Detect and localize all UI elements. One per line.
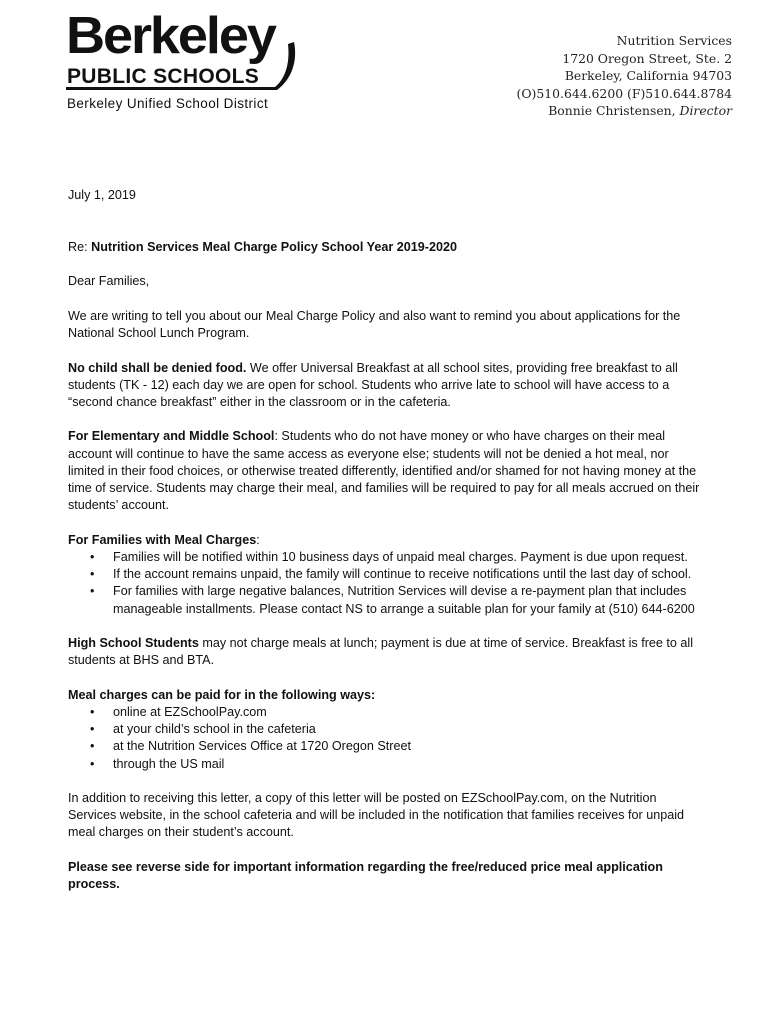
- intro-paragraph: We are writing to tell you about our Meal Charge Policy and also want to remind you about applications for the National School Lunch Program.: [68, 308, 681, 340]
- elementary-paragraph: [68, 428, 708, 514]
- list-item: • through the US mail: [113, 756, 708, 773]
- district-logo: [66, 7, 306, 116]
- salutation: Dear Families,: [68, 274, 150, 289]
- high-school-paragraph: [68, 635, 708, 669]
- subject-text: Nutrition Services Meal Charge Policy School Year 2019-2020: [91, 239, 457, 254]
- street-address: 1720 Oregon Street, Ste. 2: [562, 50, 732, 66]
- list-item: • online at EZSchoolPay.com: [113, 704, 708, 721]
- department-name: Nutrition Services: [616, 33, 732, 48]
- elementary-heading: For Elementary and Middle School: [68, 429, 275, 444]
- breakfast-text: We offer Universal Breakfast at all school sites, providing free breakfast to all students (TK - 12) each day we are open for school. Students who arrive late to school will have access to a “second chance breakfast” either in the classroom or in the cafeteria.: [68, 360, 678, 409]
- list-item: • at the Nutrition Services Office at 1720 Oregon Street: [113, 738, 708, 755]
- families-heading-line: [68, 532, 708, 549]
- letter-date: July 1, 2019: [68, 188, 136, 202]
- breakfast-heading: No child shall be denied food.: [68, 360, 247, 375]
- director-title: Director: [679, 103, 732, 119]
- closing-paragraph: In addition to receiving this letter, a copy of this letter will be posted on EZSchoolPay.com, on the Nutrition Services website, in the school cafeteria and will be included in the notification that families receives for unpaid meal charges on their student’s account.: [68, 791, 685, 840]
- list-item: • For families with large negative balances, Nutrition Services will devise a re-payment plan that includes manageable installments. Please contact NS to arrange a suitable plan for your family at (510) 644-6200: [113, 583, 708, 617]
- list-item: • If the account remains unpaid, the family will continue to receive notifications until the last day of school.: [113, 566, 708, 583]
- list-item: • at your child’s school in the cafeteria: [113, 721, 708, 738]
- director-name: Bonnie Christensen,: [548, 103, 676, 119]
- families-heading: For Families with Meal Charges: [68, 532, 257, 547]
- payment-list: [68, 704, 708, 773]
- payment-heading: Meal charges can be paid for in the following ways:: [68, 687, 376, 702]
- list-item: • Families will be notified within 10 business days of unpaid meal charges. Payment is due upon request.: [113, 549, 708, 566]
- logo-district-name: Berkeley Unified School District: [67, 96, 269, 111]
- high-school-text: may not charge meals at lunch; payment is due at time of service. Breakfast is free to all students at BHS and BTA.: [68, 636, 694, 668]
- logo-public-schools: PUBLIC SCHOOLS: [67, 65, 260, 88]
- payment-heading-line: [68, 687, 708, 704]
- subject-prefix: Re:: [68, 239, 88, 254]
- letterhead-address: [517, 32, 732, 120]
- footer-note-text: Please see reverse side for important information regarding the free/reduced price meal application process.: [68, 859, 663, 892]
- families-list: [68, 549, 708, 618]
- director-line: [517, 102, 732, 120]
- breakfast-paragraph: [68, 360, 708, 412]
- high-school-heading: High School Students: [68, 636, 199, 651]
- logo-wordmark: Berkeley: [66, 7, 275, 65]
- elementary-text: : Students who do not have money or who have charges on their meal account will continue to have the same access as everyone else; students will not be denied a hot meal, nor limited in their food choices, or otherwise treated differently, identified and/or shamed for not having money at the time of service. Students may charge their meal, and families will be required to pay for all meals accrued on their students’ account.: [68, 429, 700, 513]
- footer-note: [68, 859, 708, 893]
- letter-body: [68, 187, 708, 911]
- city-state-zip: Berkeley, California 94703: [564, 68, 732, 84]
- families-colon: :: [256, 532, 260, 547]
- phone-fax: (O)510.644.6200 (F)510.644.8784: [516, 85, 732, 101]
- subject-line: [68, 239, 708, 256]
